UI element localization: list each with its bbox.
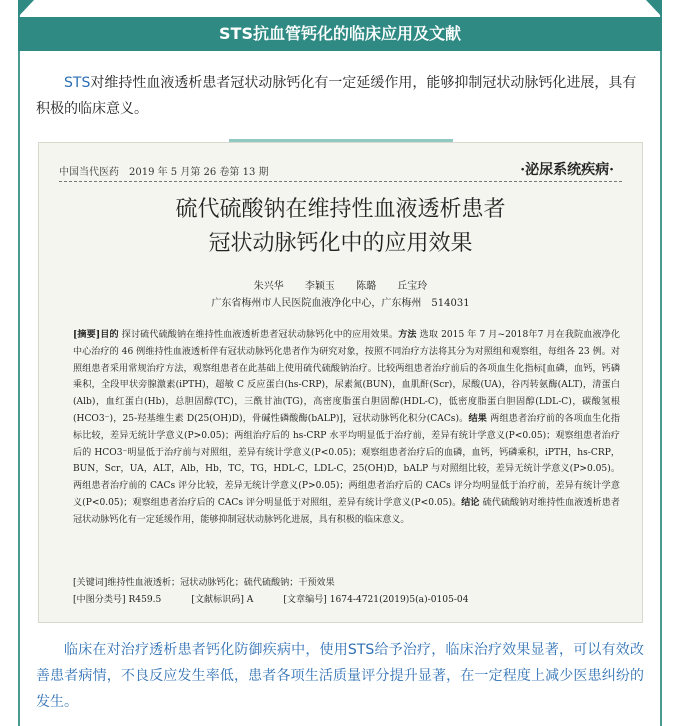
intro-paragraph [36,70,642,122]
paper-authors: 朱兴华 李颖玉 陈璐 丘宝玲 [253,281,428,292]
paper-abstract [73,327,620,529]
article-number: [文章编号] 1674-4721(2019)5(a)-0105-04 [283,595,469,605]
paper-affiliation: 广东省梅州市人民医院血液净化中心，广东梅州 514031 [211,298,470,309]
intro-prefix: STS [64,75,91,91]
journal-header: 中国当代医药 2019 年 5 月第 26 卷第 13 期 [59,167,269,178]
intro-text: 对维持性血液透析患者冠状动脉钙化有一定延缓作用，能够抑制冠状动脉钙化进展，具有积极的临床意义。 [36,75,637,117]
abstract-objective: 探讨硫代硫酸钠在维持性血液透析患者冠状动脉钙化中的应用效果。 [121,330,399,340]
paper-keywords: [关键词]维持性血液透析；冠状动脉钙化；硫代硫酸钠；干预效果 [73,578,335,588]
result-label: 结果 [468,412,488,424]
header-corner-right [646,0,662,17]
header-rule [59,181,622,182]
abstract-conclusion: 硫代硫酸钠对维持性血液透析患者冠状动脉钙化有一定延缓作用，能够抑制冠状动脉钙化进展，具有积极的临床意义。 [73,497,620,525]
paper-category: ·泌尿系统疾病· [520,162,614,178]
clc-number: [中图分类号] R459.5 [73,595,162,605]
abstract-method: 选取 2015 年 7 月~2018年7 月在我院血液净化中心治疗的 46 例维持性血液透析伴有冠状动脉钙化患者作为研究对象，按照不同治疗方法将其分为对照组和观察组，每组各 23 例。对照组患者采用常规治疗方法，观察组患者在此基础上使用硫代硫酸钠治疗。比较两组患者治疗前后的各项血生化指标[血磷，血钙，钙磷乘积，全段甲状旁腺激素(iPTH)，超敏 C 反应蛋白(hs-CRP)，尿素氮(BUN)，血肌酐(Scr)，尿酸(UA)，谷丙转氨酶(ALT)，清蛋白(Alb)，血红蛋白(Hb)，总胆固醇(TC)，三酰甘油(TG)，高密度脂蛋白胆固醇(HDL-C)，低密度脂蛋白胆固醇(LDL-C)，碳酸氢根(HCO3⁻)，25-羟基维生素 D(25(OH)D)，骨碱性磷酸酶(bALP)]，冠状动脉钙化积分(CACs)。 [73,330,620,424]
paper-meta [73,592,620,605]
section-title: STS抗血管钙化的临床应用及文献 [18,17,662,51]
abstract-label: [摘要]目的 [73,329,119,340]
paper-title-line2: 冠状动脉钙化中的应用效果 [208,231,473,256]
method-label: 方法 [398,329,417,340]
abstract-result: 两组患者治疗前的各项血生化指标比较，差异无统计学意义(P>0.05)；两组治疗后的 hs-CRP 水平均明显低于治疗前，差异有统计学意义(P<0.05)；观察组患者治疗后的 HCO3⁻明显低于治疗前与对照组，差异有统计学意义(P<0.05)；观察组患者治疗后的血磷，血钙，钙磷乘积，iPTH，hs-CRP，BUN，Scr，UA，ALT，Alb，Hb，TC，TG，HDL-C，LDL-C，25(OH)D，bALP 与对照组比较，差异无统计学意义(P>0.05)。两组患者治疗前的 CACs 评分比较，差异无统计学意义(P>0.05)；两组患者治疗后的 CACs 评分均明显低于治疗前，差异有统计学意义(P<0.05)；观察组患者治疗后的 CACs 评分明显低于对照组，差异有统计学意义(P<0.05)。 [73,413,620,508]
paper-image [38,142,643,623]
conclusion-label: 结论 [461,496,480,508]
paper-title-line1: 硫代硫酸钠在维持性血液透析患者 [175,197,506,222]
header-corner-left [18,0,34,17]
outro-paragraph: 临床在对治疗透析患者钙化防御疾病中，使用STS给予治疗，临床治疗效果显著，可以有效改善患者病情，不良反应发生率低，患者各项生活质量评分提升显著，在一定程度上减少医患纠纷的发生。 [36,642,644,710]
paper-title [39,193,642,261]
doc-code: [文献标识码] A [191,595,254,605]
